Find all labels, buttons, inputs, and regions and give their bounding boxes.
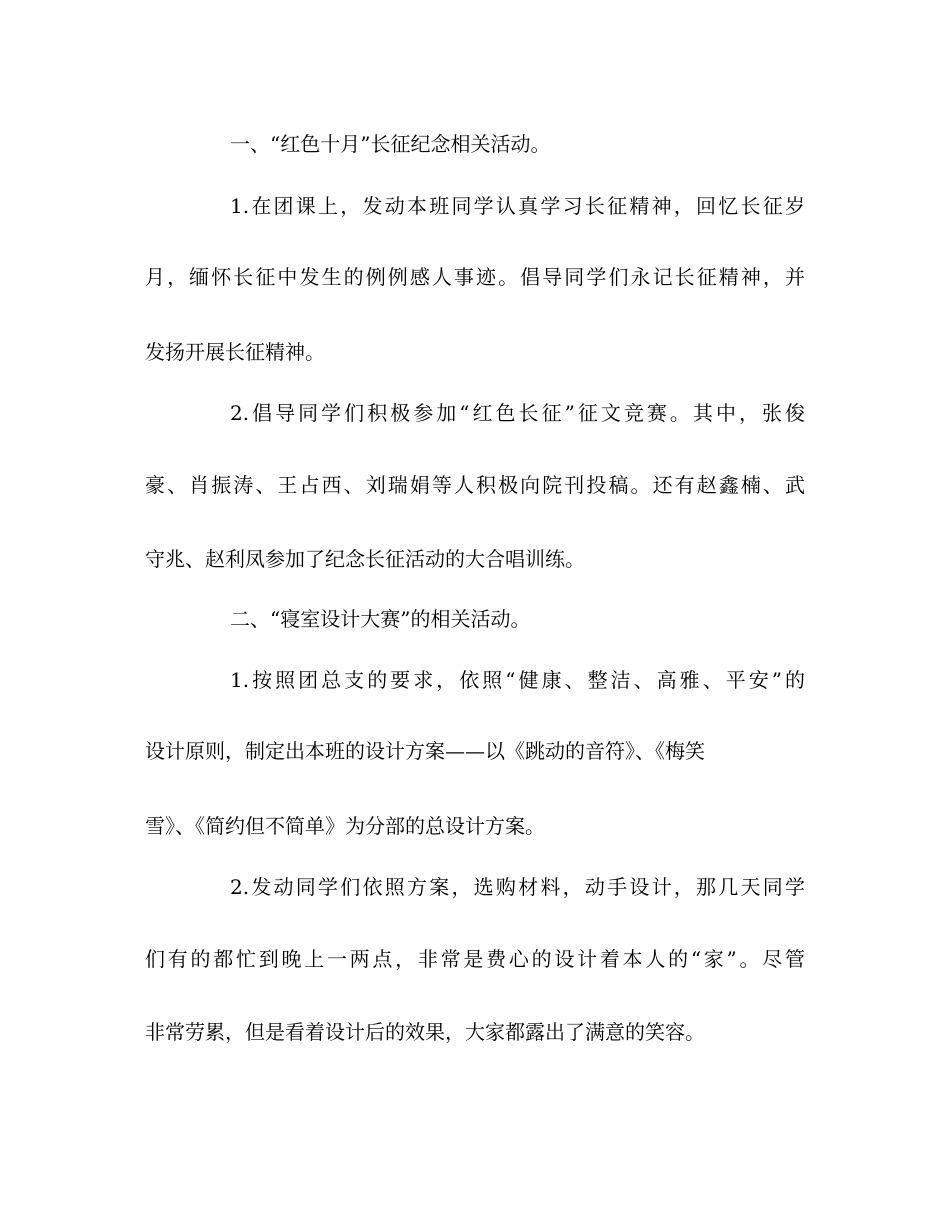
paragraph-line: 们有的都忙到晚上一两点，非常是费心的设计着本人的“家”。尽管 bbox=[145, 947, 805, 971]
paragraph-line: 守兆、赵利凤参加了纪念长征活动的大合唱训练。 bbox=[145, 547, 585, 571]
section-heading-1: 一、“红色十月”长征纪念相关活动。 bbox=[230, 132, 551, 156]
paragraph-line: 1.按照团总支的要求，依照“健康、整洁、高雅、平安”的 bbox=[230, 668, 805, 692]
paragraph-line: 月，缅怀长征中发生的例例感人事迹。倡导同学们永记长征精神，并 bbox=[145, 265, 805, 289]
paragraph-line: 发扬开展长征精神。 bbox=[145, 340, 325, 364]
paragraph-line: 1.在团课上，发动本班同学认真学习长征精神，回忆长征岁 bbox=[230, 194, 805, 218]
paragraph-line: 2.倡导同学们积极参加“红色长征”征文竞赛。其中，张俊 bbox=[230, 401, 805, 425]
paragraph-line: 设计原则，制定出本班的设计方案——以《跳动的音符》、《梅笑 bbox=[145, 739, 705, 763]
paragraph-line: 2.发动同学们依照方案，选购材料，动手设计，那几天同学 bbox=[230, 875, 805, 899]
paragraph-line: 雪》、《简约但不简单》为分部的总设计方案。 bbox=[145, 814, 545, 838]
paragraph-line: 豪、肖振涛、王占西、刘瑞娟等人积极向院刊投稿。还有赵鑫楠、武 bbox=[145, 473, 805, 497]
paragraph-line: 非常劳累，但是看着设计后的效果，大家都露出了满意的笑容。 bbox=[145, 1020, 705, 1044]
section-heading-2: 二、“寝室设计大赛”的相关活动。 bbox=[230, 607, 531, 631]
